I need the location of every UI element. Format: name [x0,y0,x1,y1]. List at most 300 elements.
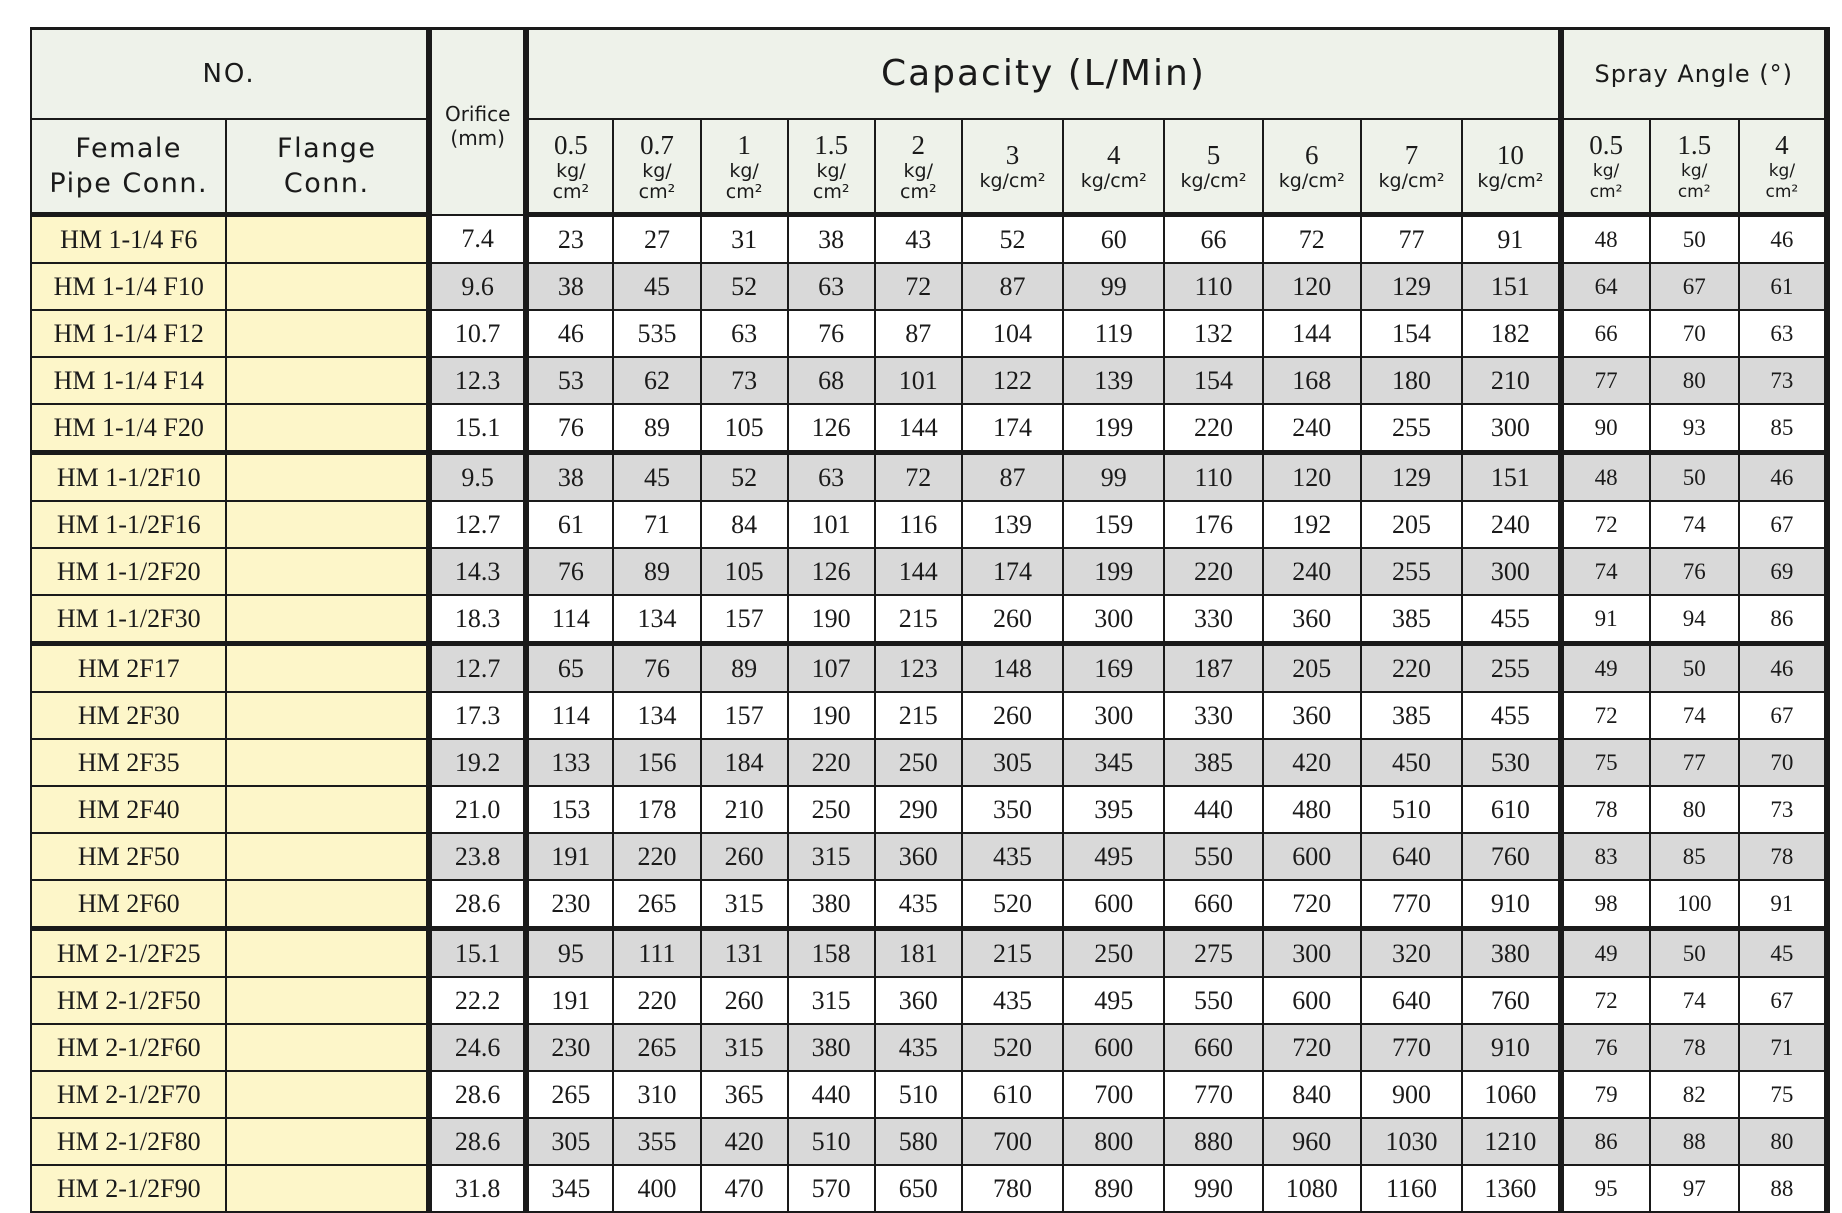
capacity-cell: 380 [1462,929,1560,978]
angle-pressure-value: 1.5 [1677,129,1712,160]
capacity-cell: 385 [1361,595,1462,644]
capacity-cell: 157 [701,595,788,644]
capacity-pressure-header [526,119,613,215]
capacity-cell: 156 [613,739,700,786]
model-cell: HM 2F17 [31,644,226,693]
capacity-cell: 600 [1263,977,1361,1024]
capacity-cell: 440 [1164,786,1262,833]
table-row [31,310,1827,357]
spray-angle-cell: 67 [1739,501,1827,548]
capacity-cell: 385 [1164,739,1262,786]
capacity-cell: 550 [1164,833,1262,880]
capacity-pressure-value: 5 [1206,140,1221,171]
capacity-cell: 184 [701,739,788,786]
orifice-header [429,29,526,215]
spray-angle-cell: 73 [1739,786,1827,833]
capacity-cell: 215 [875,595,962,644]
spray-angle-cell: 80 [1650,786,1739,833]
spray-angle-cell: 50 [1650,644,1739,693]
capacity-cell: 52 [701,453,788,502]
capacity-pressure-header [613,119,700,215]
capacity-cell: 52 [962,215,1063,264]
capacity-cell: 380 [788,880,875,929]
capacity-cell: 1080 [1263,1165,1361,1212]
model-cell: HM 2F35 [31,739,226,786]
spray-angle-cell: 97 [1650,1165,1739,1212]
flange-cell [226,1071,429,1118]
capacity-cell: 900 [1361,1071,1462,1118]
capacity-cell: 315 [701,1024,788,1071]
spec-table-container [30,27,1830,1213]
capacity-cell: 105 [701,548,788,595]
capacity-cell: 550 [1164,977,1262,1024]
capacity-cell: 101 [788,501,875,548]
capacity-cell: 535 [613,310,700,357]
table-row [31,739,1827,786]
spray-angle-cell: 76 [1561,1024,1650,1071]
table-row [31,215,1827,264]
capacity-cell: 190 [788,595,875,644]
capacity-cell: 570 [788,1165,875,1212]
flange-cell [226,692,429,739]
capacity-cell: 190 [788,692,875,739]
spray-angle-cell: 98 [1561,880,1650,929]
orifice-cell: 28.6 [429,1118,526,1165]
flange-cell [226,404,429,453]
flange-cell [226,595,429,644]
capacity-cell: 38 [526,453,613,502]
angle-pressure-unit: kg/ [1592,160,1620,181]
angle-pressure-header [1561,119,1650,215]
capacity-cell: 72 [875,453,962,502]
orifice-cell: 15.1 [429,404,526,453]
capacity-pressure-unit: kg/ [642,159,672,182]
capacity-cell: 174 [962,404,1063,453]
orifice-cell: 10.7 [429,310,526,357]
flange-cell [226,357,429,404]
orifice-cell: 18.3 [429,595,526,644]
nozzle-spec-table [30,27,1830,1213]
capacity-cell: 420 [701,1118,788,1165]
capacity-cell: 350 [962,786,1063,833]
capacity-cell: 144 [875,548,962,595]
capacity-cell: 600 [1263,833,1361,880]
spray-angle-cell: 50 [1650,453,1739,502]
capacity-pressure-unit: cm² [812,180,850,203]
capacity-cell: 435 [962,833,1063,880]
table-row [31,977,1827,1024]
capacity-cell: 46 [526,310,613,357]
spray-angle-cell: 48 [1561,215,1650,264]
capacity-cell: 174 [962,548,1063,595]
capacity-pressure-value: 0.5 [553,129,588,160]
capacity-cell: 275 [1164,929,1262,978]
table-row [31,548,1827,595]
capacity-cell: 220 [1164,548,1262,595]
spray-angle-cell: 88 [1650,1118,1739,1165]
capacity-cell: 116 [875,501,962,548]
table-row [31,644,1827,693]
capacity-cell: 890 [1063,1165,1164,1212]
flange-cell [226,880,429,929]
capacity-pressure-header [875,119,962,215]
capacity-cell: 199 [1063,548,1164,595]
spray-angle-cell: 61 [1739,263,1827,310]
orifice-cell: 22.2 [429,977,526,1024]
capacity-cell: 255 [1361,548,1462,595]
capacity-cell: 89 [613,548,700,595]
spray-angle-cell: 72 [1561,692,1650,739]
capacity-cell: 300 [1462,404,1560,453]
spray-angle-cell: 74 [1650,501,1739,548]
spray-angle-cell: 66 [1561,310,1650,357]
capacity-cell: 300 [1263,929,1361,978]
capacity-cell: 120 [1263,263,1361,310]
spray-angle-cell: 80 [1739,1118,1827,1165]
capacity-cell: 260 [701,977,788,1024]
table-row [31,1024,1827,1071]
capacity-cell: 71 [613,501,700,548]
flange-cell [226,644,429,693]
spray-angle-cell: 74 [1650,692,1739,739]
model-cell: HM 2-1/2F80 [31,1118,226,1165]
angle-pressure-unit: kg/ [1681,160,1708,181]
capacity-cell: 159 [1063,501,1164,548]
spray-angle-cell: 94 [1650,595,1739,644]
capacity-pressure-unit: kg/ [816,159,846,182]
capacity-cell: 600 [1063,880,1164,929]
capacity-cell: 300 [1063,595,1164,644]
capacity-cell: 72 [1263,215,1361,264]
capacity-cell: 770 [1164,1071,1262,1118]
spray-angle-cell: 72 [1561,501,1650,548]
capacity-cell: 440 [788,1071,875,1118]
capacity-cell: 360 [1263,692,1361,739]
flange-cell [226,833,429,880]
spray-angle-cell: 90 [1561,404,1650,453]
capacity-cell: 250 [875,739,962,786]
flange-cell [226,501,429,548]
angle-pressure-unit: cm² [1677,181,1711,202]
capacity-pressure-value: 0.7 [640,129,674,160]
capacity-cell: 455 [1462,595,1560,644]
model-cell: HM 1-1/2F20 [31,548,226,595]
orifice-cell: 23.8 [429,833,526,880]
table-row [31,263,1827,310]
flange-conn-line2: Conn. [283,167,370,199]
capacity-cell: 770 [1361,880,1462,929]
angle-pressure-unit: cm² [1765,181,1799,202]
table-body [31,215,1827,1213]
spray-angle-cell: 82 [1650,1071,1739,1118]
capacity-cell: 610 [962,1071,1063,1118]
capacity-cell: 199 [1063,404,1164,453]
orifice-cell: 19.2 [429,739,526,786]
spray-angle-cell: 91 [1561,595,1650,644]
spray-angle-cell: 85 [1650,833,1739,880]
capacity-cell: 480 [1263,786,1361,833]
capacity-cell: 355 [613,1118,700,1165]
spray-angle-cell: 91 [1739,880,1827,929]
angle-pressure-header [1739,119,1827,215]
capacity-cell: 220 [613,833,700,880]
capacity-cell: 154 [1164,357,1262,404]
capacity-cell: 240 [1462,501,1560,548]
spray-angle-cell: 93 [1650,404,1739,453]
spray-angle-cell: 50 [1650,215,1739,264]
spray-angle-cell: 78 [1739,833,1827,880]
model-cell: HM 2-1/2F90 [31,1165,226,1212]
capacity-cell: 181 [875,929,962,978]
capacity-cell: 111 [613,929,700,978]
capacity-cell: 61 [526,501,613,548]
orifice-cell: 9.5 [429,453,526,502]
flange-cell [226,739,429,786]
capacity-cell: 114 [526,692,613,739]
flange-cell [226,1024,429,1071]
capacity-cell: 151 [1462,453,1560,502]
capacity-cell: 132 [1164,310,1262,357]
capacity-pressure-unit: kg/cm² [1278,170,1345,193]
capacity-pressure-header [1063,119,1164,215]
capacity-cell: 580 [875,1118,962,1165]
spray-angle-cell: 86 [1561,1118,1650,1165]
spray-angle-cell: 79 [1561,1071,1650,1118]
capacity-cell: 220 [1164,404,1262,453]
capacity-cell: 600 [1063,1024,1164,1071]
capacity-cell: 178 [613,786,700,833]
table-row [31,1071,1827,1118]
capacity-cell: 45 [613,263,700,310]
capacity-cell: 770 [1361,1024,1462,1071]
orifice-cell: 28.6 [429,1071,526,1118]
capacity-pressure-unit: kg/cm² [979,170,1046,193]
capacity-cell: 1360 [1462,1165,1560,1212]
orifice-cell: 17.3 [429,692,526,739]
capacity-cell: 129 [1361,263,1462,310]
spray-angle-cell: 85 [1739,404,1827,453]
orifice-cell: 9.6 [429,263,526,310]
angle-pressure-unit: kg/ [1768,160,1796,181]
orifice-cell: 31.8 [429,1165,526,1212]
capacity-cell: 495 [1063,833,1164,880]
spray-angle-cell: 63 [1739,310,1827,357]
capacity-cell: 66 [1164,215,1262,264]
spray-angle-cell: 77 [1561,357,1650,404]
capacity-cell: 315 [701,880,788,929]
table-row [31,880,1827,929]
table-row [31,595,1827,644]
capacity-cell: 495 [1063,977,1164,1024]
capacity-cell: 87 [962,263,1063,310]
capacity-cell: 63 [701,310,788,357]
orifice-cell: 28.6 [429,880,526,929]
capacity-cell: 320 [1361,929,1462,978]
capacity-cell: 105 [701,404,788,453]
capacity-cell: 52 [701,263,788,310]
table-row [31,692,1827,739]
model-cell: HM 2-1/2F60 [31,1024,226,1071]
model-cell: HM 2F40 [31,786,226,833]
capacity-cell: 960 [1263,1118,1361,1165]
model-cell: HM 1-1/4 F10 [31,263,226,310]
capacity-pressure-unit: cm² [900,180,937,203]
capacity-cell: 205 [1263,644,1361,693]
capacity-cell: 63 [788,263,875,310]
capacity-cell: 315 [788,833,875,880]
capacity-cell: 250 [788,786,875,833]
capacity-cell: 89 [613,404,700,453]
capacity-pressure-unit: cm² [552,180,590,203]
flange-cell [226,1118,429,1165]
capacity-cell: 76 [526,404,613,453]
capacity-cell: 700 [1063,1071,1164,1118]
capacity-cell: 260 [962,595,1063,644]
capacity-cell: 153 [526,786,613,833]
spray-angle-cell: 78 [1650,1024,1739,1071]
capacity-cell: 220 [788,739,875,786]
capacity-pressure-header [788,119,875,215]
capacity-pressure-unit: kg/ [903,159,934,182]
capacity-cell: 265 [526,1071,613,1118]
capacity-cell: 240 [1263,548,1361,595]
spray-angle-cell: 48 [1561,453,1650,502]
capacity-cell: 139 [962,501,1063,548]
model-cell: HM 2F60 [31,880,226,929]
spray-angle-cell: 67 [1650,263,1739,310]
capacity-cell: 360 [875,977,962,1024]
capacity-cell: 230 [526,880,613,929]
orifice-cell: 21.0 [429,786,526,833]
capacity-cell: 43 [875,215,962,264]
capacity-cell: 76 [613,644,700,693]
table-row [31,357,1827,404]
capacity-cell: 84 [701,501,788,548]
flange-conn-header [226,119,429,215]
spray-angle-cell: 100 [1650,880,1739,929]
capacity-pressure-unit: kg/ [556,159,586,182]
capacity-cell: 187 [1164,644,1262,693]
capacity-cell: 95 [526,929,613,978]
capacity-cell: 62 [613,357,700,404]
capacity-cell: 470 [701,1165,788,1212]
flange-cell [226,929,429,978]
spray-angle-cell: 86 [1739,595,1827,644]
capacity-cell: 31 [701,215,788,264]
model-cell: HM 2-1/2F50 [31,977,226,1024]
capacity-cell: 220 [613,977,700,1024]
capacity-cell: 260 [701,833,788,880]
capacity-pressure-header [1164,119,1262,215]
capacity-cell: 180 [1361,357,1462,404]
capacity-pressure-header [962,119,1063,215]
orifice-cell: 12.3 [429,357,526,404]
model-cell: HM 2F30 [31,692,226,739]
capacity-cell: 129 [1361,453,1462,502]
capacity-pressure-unit: cm² [725,180,763,203]
capacity-cell: 68 [788,357,875,404]
model-cell: HM 1-1/4 F6 [31,215,226,264]
capacity-cell: 191 [526,977,613,1024]
capacity-cell: 144 [875,404,962,453]
capacity-cell: 520 [962,1024,1063,1071]
capacity-cell: 144 [1263,310,1361,357]
spray-angle-cell: 46 [1739,453,1827,502]
capacity-cell: 123 [875,644,962,693]
orifice-cell: 24.6 [429,1024,526,1071]
capacity-cell: 168 [1263,357,1361,404]
spray-angle-cell: 67 [1739,692,1827,739]
capacity-pressure-value: 6 [1305,140,1319,171]
model-cell: HM 1-1/2F16 [31,501,226,548]
capacity-cell: 38 [788,215,875,264]
orifice-cell: 14.3 [429,548,526,595]
capacity-cell: 300 [1063,692,1164,739]
capacity-cell: 151 [1462,263,1560,310]
capacity-pressure-header [1361,119,1462,215]
capacity-cell: 131 [701,929,788,978]
spray-angle-cell: 80 [1650,357,1739,404]
orifice-cell: 7.4 [429,215,526,264]
capacity-cell: 450 [1361,739,1462,786]
table-row [31,929,1827,978]
spray-angle-cell: 46 [1739,215,1827,264]
female-pipe-conn-header [31,119,226,215]
capacity-cell: 910 [1462,880,1560,929]
capacity-cell: 395 [1063,786,1164,833]
capacity-cell: 1060 [1462,1071,1560,1118]
capacity-cell: 220 [1361,644,1462,693]
orifice-header-label: Orifice [444,102,511,126]
model-cell: HM 2-1/2F25 [31,929,226,978]
table-row [31,1165,1827,1212]
capacity-pressure-unit: kg/cm² [1378,170,1445,193]
spray-angle-cell: 75 [1739,1071,1827,1118]
capacity-cell: 126 [788,548,875,595]
capacity-cell: 192 [1263,501,1361,548]
capacity-cell: 77 [1361,215,1462,264]
flange-cell [226,310,429,357]
capacity-cell: 45 [613,453,700,502]
flange-cell [226,977,429,1024]
spray-angle-cell: 74 [1561,548,1650,595]
capacity-cell: 110 [1164,453,1262,502]
capacity-cell: 134 [613,692,700,739]
capacity-cell: 290 [875,786,962,833]
capacity-cell: 255 [1361,404,1462,453]
flange-cell [226,263,429,310]
capacity-cell: 157 [701,692,788,739]
capacity-cell: 510 [1361,786,1462,833]
spray-angle-cell: 46 [1739,644,1827,693]
spray-angle-cell: 78 [1561,786,1650,833]
capacity-cell: 230 [526,1024,613,1071]
flange-cell [226,453,429,502]
spray-angle-header: Spray Angle (°) [1561,29,1828,119]
angle-pressure-unit: cm² [1589,181,1623,202]
spray-angle-cell: 88 [1739,1165,1827,1212]
capacity-cell: 385 [1361,692,1462,739]
capacity-cell: 435 [962,977,1063,1024]
capacity-cell: 435 [875,880,962,929]
capacity-cell: 650 [875,1165,962,1212]
spray-angle-cell: 73 [1739,357,1827,404]
flange-conn-line1: Flange [277,132,377,164]
capacity-pressure-unit: kg/cm² [1080,170,1147,193]
capacity-cell: 120 [1263,453,1361,502]
capacity-cell: 720 [1263,880,1361,929]
spray-angle-cell: 64 [1561,263,1650,310]
